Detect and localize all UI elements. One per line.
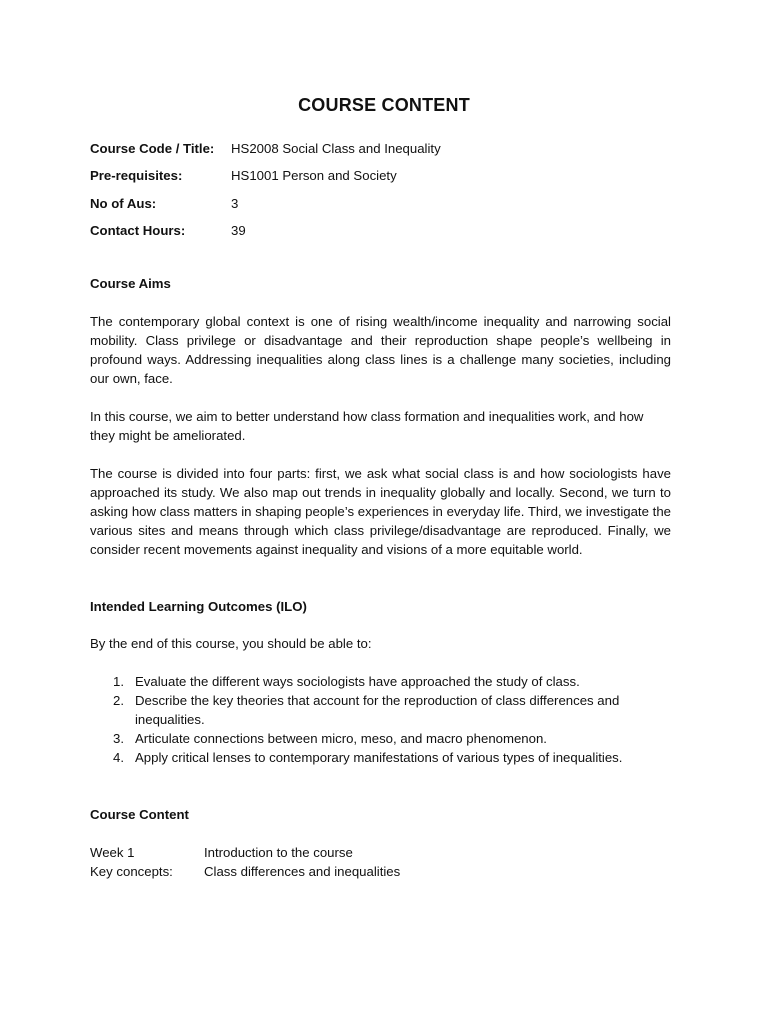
aims-paragraph-1-block — [90, 312, 671, 388]
schedule-label: Week 1 — [90, 845, 135, 860]
schedule-row-week — [90, 843, 671, 862]
course-content-schedule — [90, 843, 671, 881]
schedule-label: Key concepts: — [90, 864, 173, 879]
meta-label: Course Code / Title: — [90, 141, 215, 157]
list-item-number: 4. — [113, 750, 124, 765]
ilo-intro-block — [90, 634, 671, 653]
meta-label: No of Aus: — [90, 195, 157, 211]
ilo-intro: By the end of this course, you should be able to: — [90, 636, 372, 651]
ilo-heading: Intended Learning Outcomes (ILO) — [90, 599, 307, 614]
schedule-value: Class differences and inequalities — [204, 864, 401, 879]
aims-paragraph-3: The course is divided into four parts: first, we ask what social class is and how sociologists have approached its study. We also map out trends in inequality globally and locally. Second, we turn to asking how class matters in shaping people’s experiences in everyday life. Third, we investigate the various sites and means through which class privilege/disadvantage are reproduced. Finally, we consider recent movements against inequality and visions of a more equitable world. — [90, 466, 671, 557]
meta-label: Contact Hours: — [90, 223, 186, 239]
list-item-number: 2. — [113, 693, 124, 708]
list-item-text: Describe the key theories that account for the reproduction of class differences and inequalities. — [135, 693, 620, 727]
list-item-text: Evaluate the different ways sociologists have approached the study of class. — [135, 674, 580, 689]
course-content-heading: Course Content — [90, 807, 189, 822]
meta-label: Pre-requisites: — [90, 168, 183, 184]
meta-row-prerequisites — [90, 162, 671, 189]
ilo-list — [90, 672, 671, 767]
aims-paragraph-1: The contemporary global context is one of rising wealth/income inequality and narrowing social mobility. Class privilege or disadvantage and their reproduction shape people’s wellbeing in profound ways. Addressing inequalities along class lines is a challenge many societies, including our own, face. — [90, 314, 671, 386]
aims-paragraph-3-block — [90, 464, 671, 559]
aims-paragraph-2: In this course, we aim to better understand how class formation and inequalities work, and how they might be ameliorated. — [90, 409, 644, 443]
meta-row-contact-hours — [90, 217, 671, 244]
course-content-heading-block — [90, 805, 671, 824]
meta-value: HS1001 Person and Society — [231, 168, 397, 184]
ilo-list-block — [90, 672, 671, 767]
course-meta — [90, 135, 671, 244]
meta-row-course-code — [90, 135, 671, 162]
list-item — [90, 729, 671, 748]
course-aims-heading-block — [90, 274, 671, 293]
page-title: COURSE CONTENT — [298, 95, 470, 115]
list-item — [90, 672, 671, 691]
course-aims-heading: Course Aims — [90, 276, 171, 291]
list-item — [90, 691, 671, 729]
meta-value: HS2008 Social Class and Inequality — [231, 141, 441, 157]
list-item-text: Articulate connections between micro, meso, and macro phenomenon. — [135, 731, 547, 746]
meta-row-aus — [90, 190, 671, 217]
aims-paragraph-2-block — [90, 407, 671, 445]
list-item-number: 3. — [113, 731, 124, 746]
list-item-text: Apply critical lenses to contemporary manifestations of various types of inequalities. — [135, 750, 623, 765]
schedule-row-key-concepts — [90, 862, 671, 881]
schedule-value: Introduction to the course — [204, 845, 353, 860]
list-item-number: 1. — [113, 674, 124, 689]
meta-value: 3 — [231, 195, 239, 211]
ilo-heading-block — [90, 597, 671, 616]
meta-value: 39 — [231, 223, 246, 239]
list-item — [90, 748, 671, 767]
